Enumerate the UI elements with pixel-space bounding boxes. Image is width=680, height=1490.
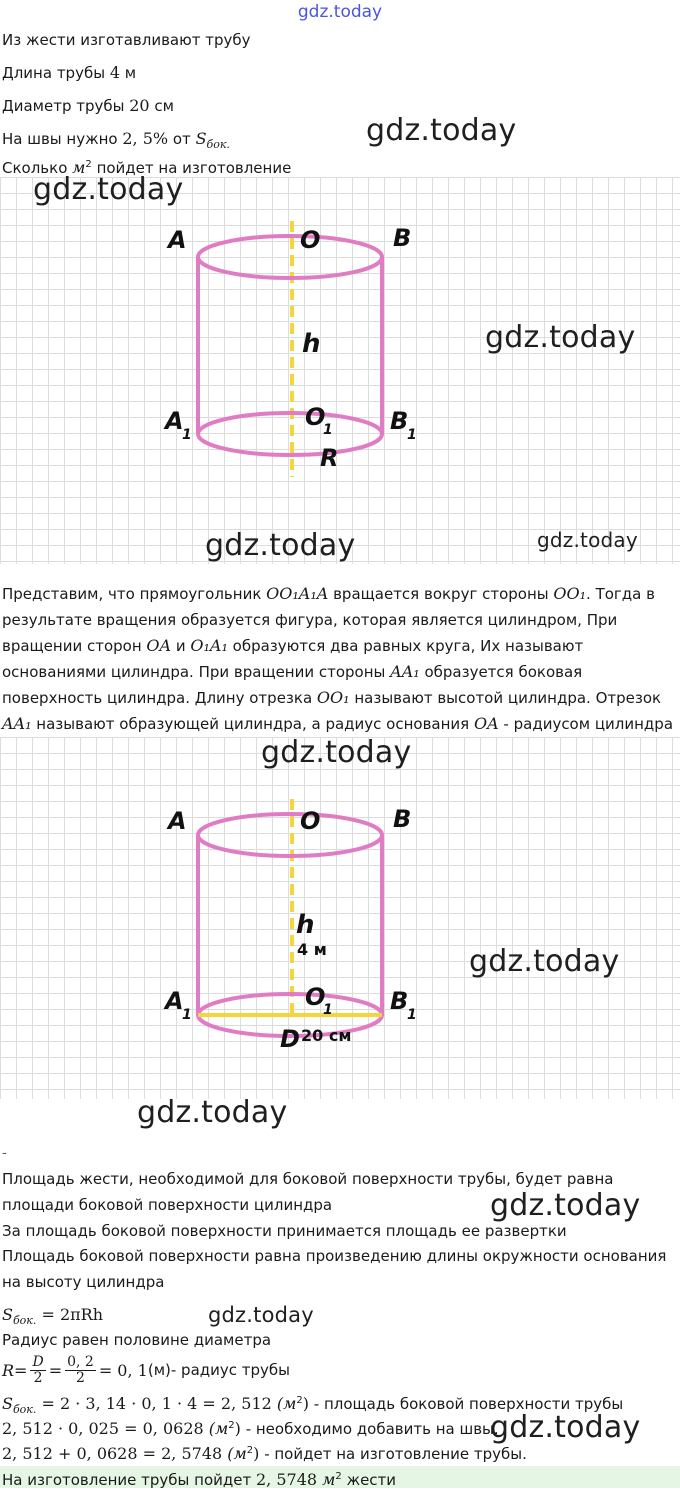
cylinder-figure-1 — [0, 177, 680, 564]
site-watermark-top: gdz.today — [297, 2, 383, 22]
label-A1: A — [165, 407, 184, 435]
formula-total: 2, 512 + 0, 0628 = 2, 5748 $(м^2)$ - пойдет на изготовление трубы. — [2, 1444, 527, 1463]
cylinder-figure-2 — [0, 737, 680, 1099]
watermark: gdz.today — [137, 1095, 288, 1130]
watermark: gdz.today — [208, 1303, 314, 1327]
diameter-value: 20 см — [301, 1026, 352, 1045]
label-h: h — [296, 910, 315, 940]
watermark: gdz.today — [366, 113, 517, 148]
label-O1: O — [305, 983, 326, 1011]
formula-lateral-value: $S_{бок.} = 2 \cdot 3$, 14 · 0, 1 · 4 = 2, 512 $(м^2)$ - площадь боковой поверхности трубы — [2, 1394, 624, 1416]
solution-line-3: Площадь боковой поверхности равна произведению длины окружности основания на высоту цилиндра — [2, 1247, 667, 1291]
formula-lateral-area: $S_{бок.} = 2\pi Rh$ — [2, 1305, 103, 1327]
solution-line-1: Площадь жести, необходимой для боковой поверхности трубы, будет равна площади боковой поверхности цилиндра — [2, 1170, 614, 1214]
task-line-material: Из жести изготавливают трубу — [2, 31, 251, 49]
label-D: D — [280, 1025, 300, 1053]
label-A: A — [168, 807, 187, 835]
watermark: gdz.today — [205, 528, 356, 563]
label-B: B — [393, 224, 412, 252]
explanation-paragraph: Представим, что прямоугольник OO₁A₁A вращается вокруг стороны OO₁. Тогда в результате вращения образуется фигура, которая является цилиндром, При вращении сторон OA и O₁A₁ образуются два равных круга, Их называют основаниями цилиндра. При вращении стороны AA₁ образуется боковая поверхность цилиндра. Длину отрезка OO₁ называют высотой цилиндра. Отрезок AA₁ называют образующей цилиндра, а радиус основания OA - радиусом цилиндра — [2, 584, 674, 733]
label-O1-sub: 1 — [323, 422, 333, 438]
label-O: O — [300, 807, 321, 835]
label-O: O — [300, 226, 321, 254]
watermark: gdz.today — [485, 320, 636, 355]
watermark: gdz.today — [469, 944, 620, 979]
label-A1-sub: 1 — [182, 1007, 192, 1023]
label-A: A — [168, 226, 187, 254]
answer-line: На изготовление трубы пойдет 2, 5748 $м^2$ жести — [2, 1470, 397, 1489]
formula-radius: R = $\frac{D}{2}$ = $\frac{0, 2}{2}$ = 0, 1 (м) - радиус трубы — [2, 1353, 291, 1386]
watermark: gdz.today — [490, 1188, 641, 1223]
task-line-seams: На швы нужно 2, 5% от $S_{бок.}$ — [2, 129, 230, 151]
task-line-length: Длина трубы 4 м — [2, 63, 137, 82]
label-B1: B — [390, 407, 409, 435]
label-R: R — [320, 444, 339, 472]
cylinder-diagram-1 — [0, 177, 680, 564]
watermark: gdz.today — [261, 735, 412, 770]
label-O1: O — [305, 403, 326, 431]
task-line-diameter: Диаметр трубы 20 см — [2, 96, 174, 115]
solution-line-2: За площадь боковой поверхности принимается площадь ее развертки — [2, 1222, 567, 1240]
formula-seams: 2, 512 · 0, 025 = 0, 0628 $(м^2)$ - необходимо добавить на швы. — [2, 1419, 499, 1438]
label-A1: A — [165, 987, 184, 1015]
height-value: 4 м — [297, 940, 327, 959]
solution-line-radius: Радиус равен половине диаметра — [2, 1331, 272, 1349]
watermark: gdz.today — [490, 1410, 641, 1445]
label-B1-sub: 1 — [407, 1007, 417, 1023]
label-h: h — [302, 329, 321, 359]
cylinder-diagram-2 — [0, 737, 680, 1099]
watermark: gdz.today — [33, 172, 184, 207]
label-A1-sub: 1 — [182, 427, 192, 443]
label-B1: B — [390, 987, 409, 1015]
separator-dash: - — [2, 1146, 7, 1161]
task-line-question: Сколько $м^2$ пойдет на изготовление — [2, 158, 292, 177]
label-B: B — [393, 805, 412, 833]
watermark: gdz.today — [537, 528, 638, 552]
label-O1-sub: 1 — [323, 1002, 333, 1018]
label-B1-sub: 1 — [407, 427, 417, 443]
